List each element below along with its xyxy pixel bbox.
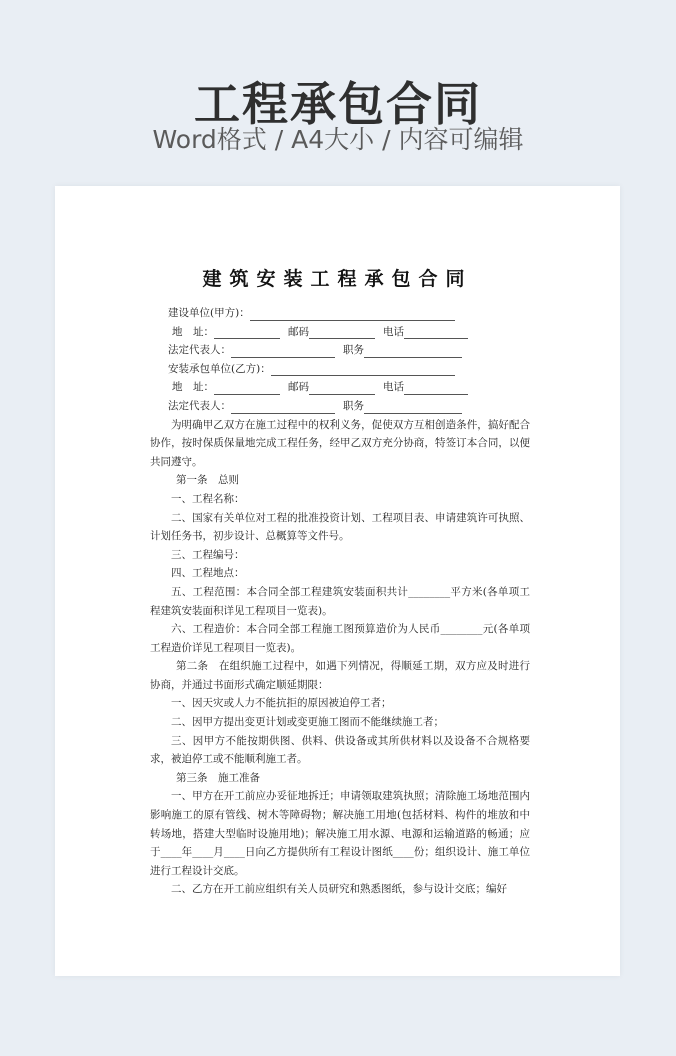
document-page (55, 186, 620, 976)
party-b-phone-blank (404, 382, 468, 395)
party-a-rep-line (150, 341, 530, 360)
party-a-rep-blank (231, 345, 335, 358)
party-a-position-label: 职务 (343, 344, 364, 357)
party-b-address-blank (214, 382, 280, 395)
party-a-address-line (150, 323, 530, 342)
article-2-item-3: 三、因甲方不能按期供图、供料、供设备或其所供材料以及设备不合规格要求，被迫停工或不能顺利施工者。 (150, 734, 530, 766)
article-3-heading: 第三条 施工准备 (176, 771, 260, 784)
party-a-unit-label: 建设单位(甲方)： (168, 307, 250, 319)
party-a-position-blank (364, 345, 462, 358)
party-b-unit-blank (271, 363, 455, 376)
party-b-rep-blank (231, 401, 335, 414)
intro-paragraph: 为明确甲乙双方在施工过程中的权利义务，促使双方互相创造条件，搞好配合协作，按时保质保量地完成工程任务，经甲乙双方充分协商，特签订本合同，以便共同遵守。 (150, 418, 530, 468)
party-b-unit-line (150, 360, 530, 379)
party-b-postcode-blank (309, 382, 375, 395)
party-a-rep-label: 法定代表人： (168, 344, 231, 357)
article-3-item-1: 一、甲方在开工前应办妥征地拆迁；申请领取建筑执照；清除施工场地范围内影响施工的原有管线、树木等障碍物；解决施工用地(包括材料、构件的堆放和中转场地，搭建大型临时设施用地)；解决施工用水源、电源和运输道路的畅通；应于____年____月____日向乙方提供所有工程设计图纸____份；组织设计、施工单位进行工程设计交底。 (150, 790, 530, 877)
article-1-item-5: 五、工程范围：本合同全部工程建筑安装面积共计________平方米(各单项工程建筑安装面积详见工程项目一览表)。 (150, 585, 530, 617)
document-body (150, 304, 530, 899)
article-1-item-4: 四、工程地点： (171, 567, 245, 580)
party-b-position-label: 职务 (343, 399, 364, 412)
article-1-item-1: 一、工程名称： (171, 492, 245, 505)
page-title: 工程承包合同 (194, 77, 482, 131)
party-a-address-label: 地 址： (172, 325, 214, 338)
party-b-rep-label: 法定代表人： (168, 399, 231, 412)
party-b-phone-label: 电话 (383, 381, 404, 394)
party-b-unit-label: 安装承包单位(乙方)： (168, 362, 271, 375)
article-1-item-2: 二、国家有关单位对工程的批准投资计划、工程项目表、申请建筑许可执照、计划任务书，初步设计、总概算等文件号。 (150, 511, 530, 543)
party-a-phone-label: 电话 (383, 325, 404, 338)
article-1-item-6: 六、工程造价：本合同全部工程施工图预算造价为人民币________元(各单项工程造价详见工程项目一览表)。 (150, 623, 530, 654)
party-a-unit-line (150, 304, 530, 323)
party-b-address-line (150, 378, 530, 397)
article-2-text: 第二条 在组织施工过程中，如遇下列情况，得顺延工期，双方应及时进行协商，并通过书面形式确定顺延期限： (150, 660, 530, 691)
party-b-address-label: 地 址： (172, 381, 214, 394)
party-a-phone-blank (404, 326, 468, 339)
party-b-postcode-label: 邮码 (288, 381, 309, 394)
article-3-item-2: 二、乙方在开工前应组织有关人员研究和熟悉图纸，参与设计交底；编好 (171, 883, 507, 896)
article-2-item-1: 一、因天灾或人力不能抗拒的原因被迫停工者； (171, 697, 392, 710)
party-a-postcode-label: 邮码 (288, 325, 309, 338)
party-a-postcode-blank (309, 326, 375, 339)
party-a-address-blank (214, 326, 280, 339)
document-title: 建筑安装工程承包合同 (202, 268, 473, 290)
article-1-heading: 第一条 总则 (176, 474, 239, 487)
page-subtitle: Word格式 / A4大小 / 内容可编辑 (152, 125, 524, 154)
party-b-rep-line (150, 397, 530, 416)
party-b-position-blank (364, 401, 462, 414)
article-2-item-2: 二、因甲方提出变更计划或变更施工图而不能继续施工者； (171, 716, 444, 729)
article-1-item-3: 三、工程编号： (171, 548, 245, 561)
party-a-unit-blank (250, 308, 455, 321)
